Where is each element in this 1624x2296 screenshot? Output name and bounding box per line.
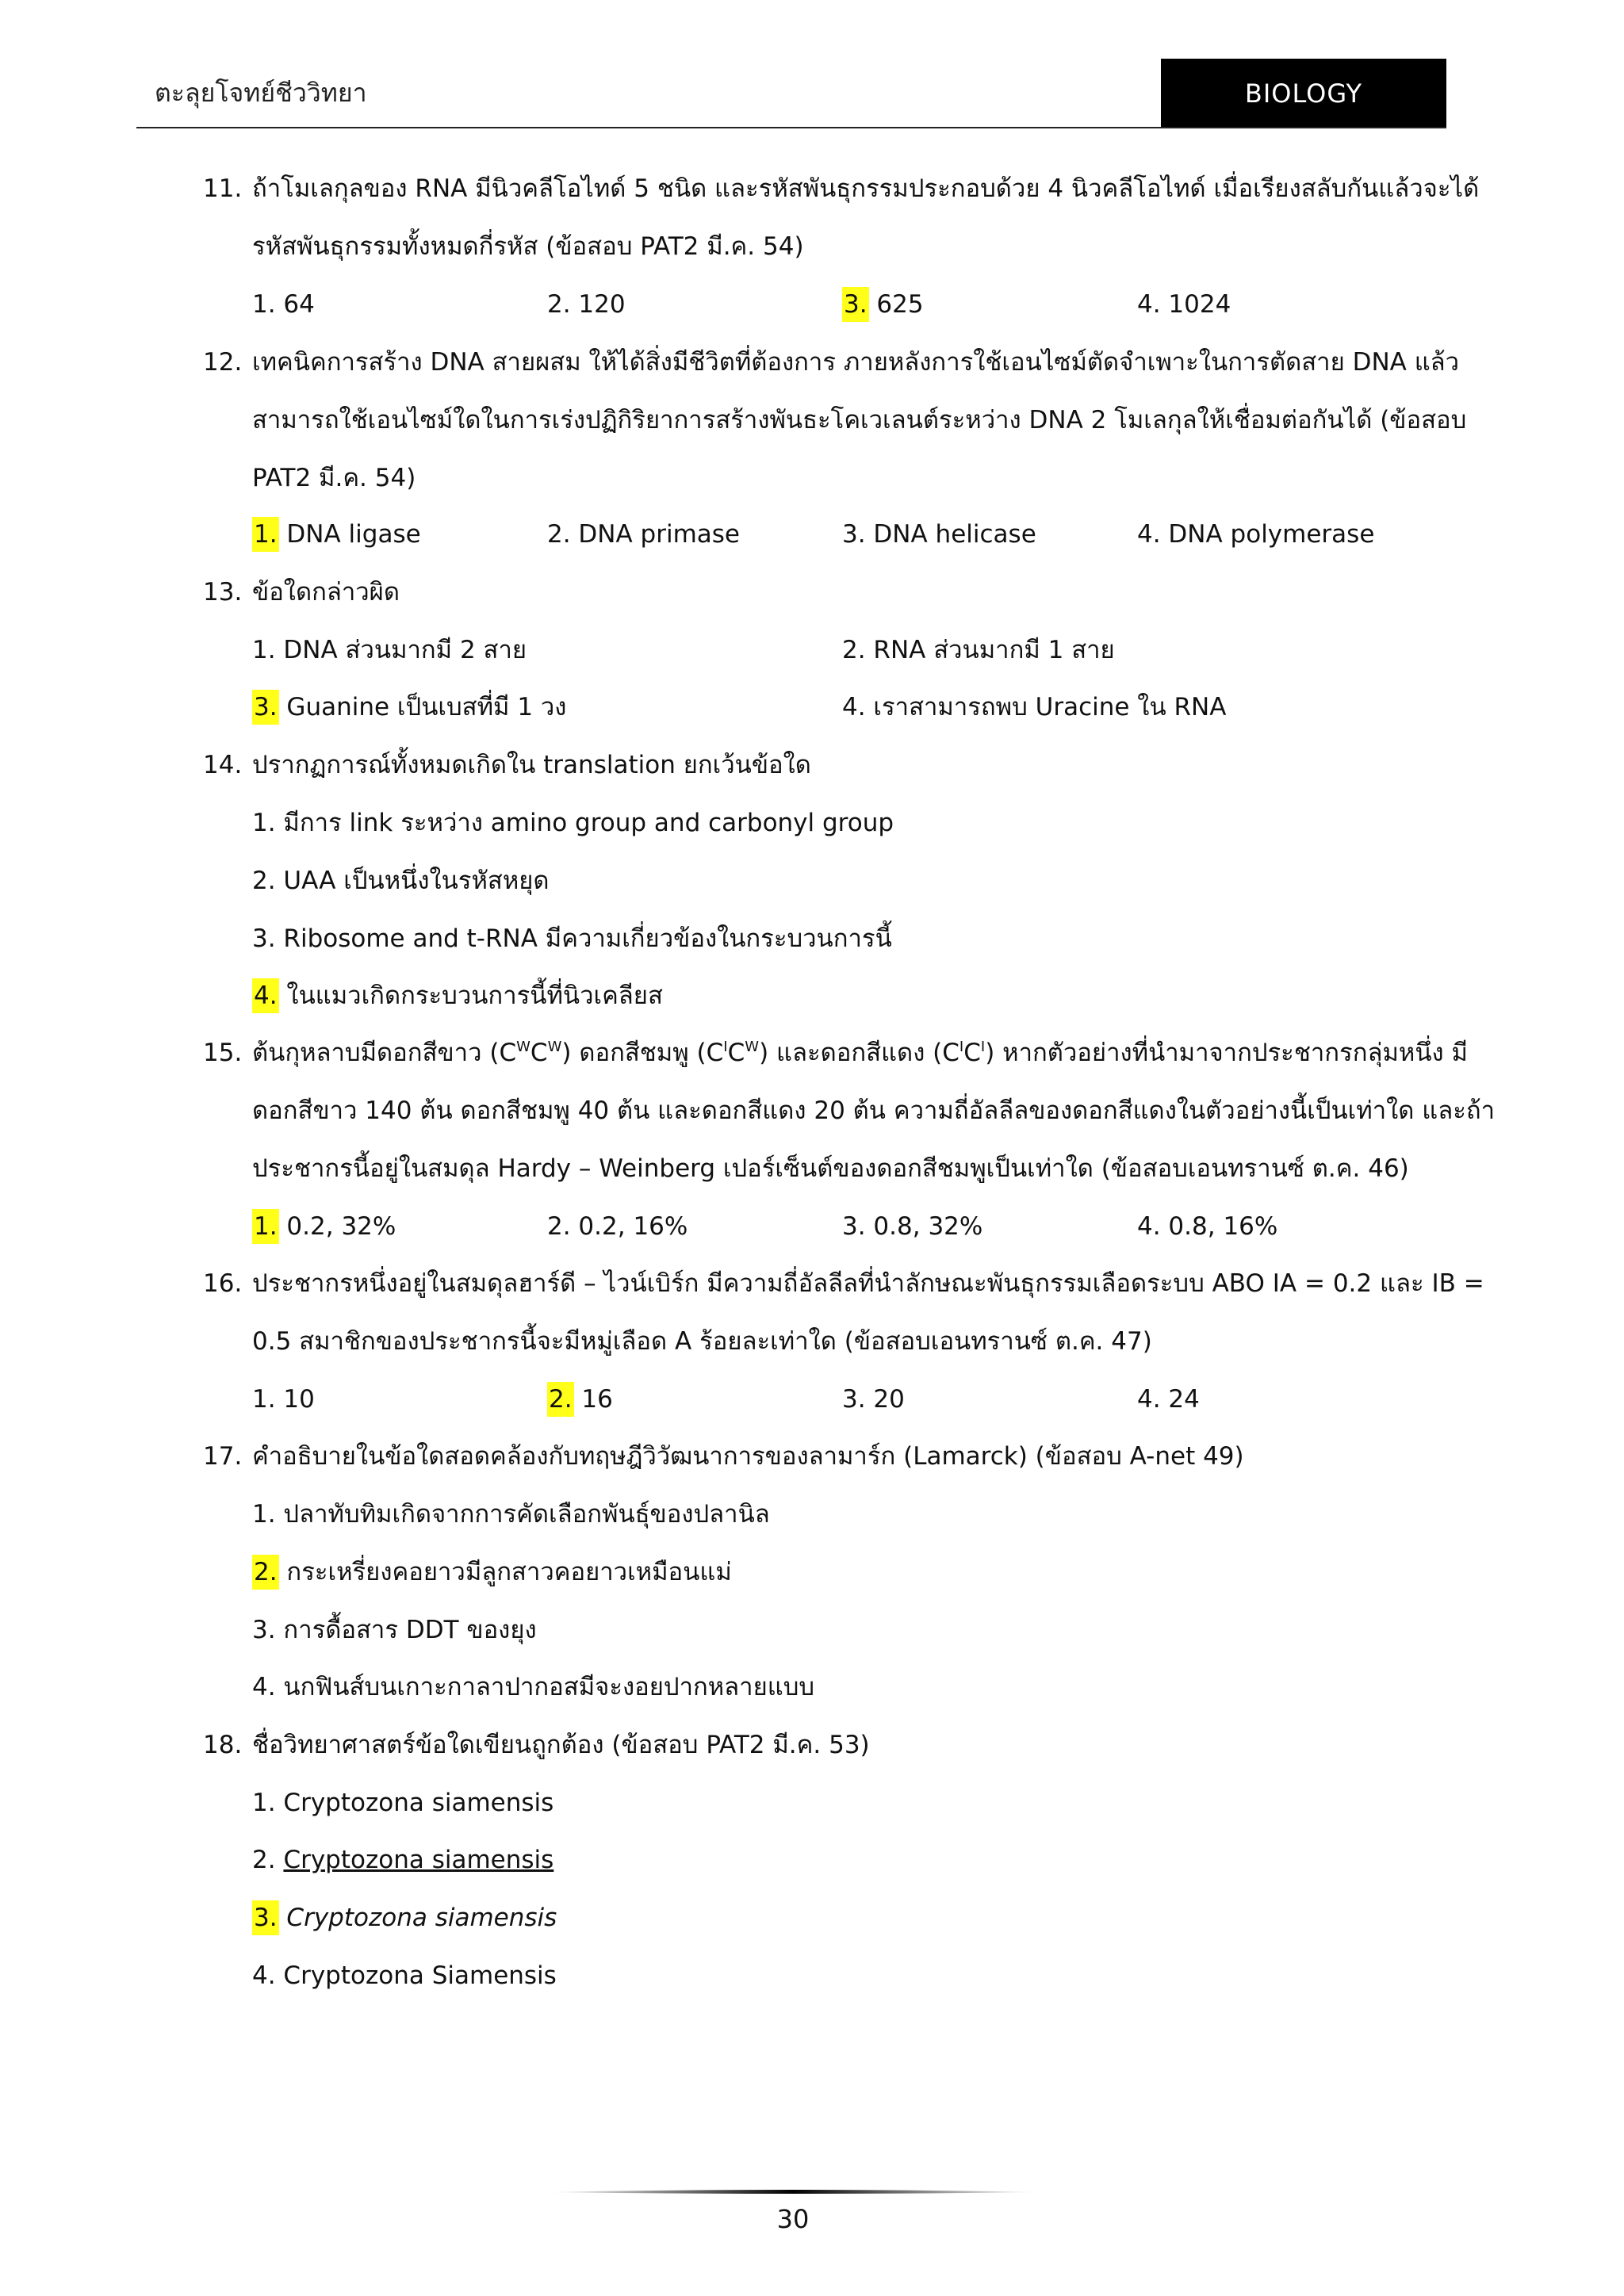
subject-tab: BIOLOGY (1161, 59, 1446, 128)
answer-highlight: 1. (252, 517, 279, 552)
q14-choice-4: 4. ในแมวเกิดกระบวนการนี้ที่นิวเคลียส (252, 978, 663, 1013)
q13-choice-2: 2. RNA ส่วนมากมี 1 สาย (842, 636, 1115, 664)
q15-number: 15. (203, 1039, 243, 1067)
header-divider (136, 127, 1446, 128)
q18-choice-3: 3. Cryptozona siamensis (252, 1900, 557, 1935)
q12-number: 12. (203, 348, 243, 377)
q16-choice-1: 1. 10 (252, 1385, 315, 1414)
answer-highlight: 2. (252, 1555, 279, 1590)
answer-highlight: 3. (252, 1900, 279, 1935)
answer-highlight: 3. (842, 287, 869, 322)
q11-choice-1: 1. 64 (252, 290, 315, 319)
q18-choice-1: 1. Cryptozona siamensis (252, 1789, 554, 1817)
q16-choice-4: 4. 24 (1137, 1385, 1200, 1414)
q14-text-line-1: ปรากฏการณ์ทั้งหมดเกิดใน translation ยกเว้นข้อใด (252, 751, 811, 779)
q15-choice-1: 1. 0.2, 32% (252, 1209, 396, 1244)
q15-choice-3: 3. 0.8, 32% (842, 1212, 983, 1241)
q11-choice-2: 2. 120 (547, 290, 626, 319)
q11-choice-3: 3. 625 (842, 287, 924, 322)
q13-choice-3: 3. Guanine เป็นเบสที่มี 1 วง (252, 690, 566, 725)
q17-choice-1: 1. ปลาทับทิมเกิดจากการคัดเลือกพันธุ์ของปลานิล (252, 1500, 770, 1529)
q15-choice-4: 4. 0.8, 16% (1137, 1212, 1278, 1241)
q16-text-line-1: ประชากรหนึ่งอยู่ในสมดุลฮาร์ดี – ไวน์เบิร์ก มีความถี่อัลลีลที่นำลักษณะพันธุกรรมเลือดระบบ ABO IA = 0.2 และ IB = (252, 1269, 1484, 1298)
q17-text-line-1: คำอธิบายในข้อใดสอดคล้องกับทฤษฎีวิวัฒนาการของลามาร์ก (Lamarck) (ข้อสอบ A-net 49) (252, 1442, 1244, 1471)
answer-highlight: 3. (252, 690, 279, 725)
q18-number: 18. (203, 1731, 243, 1759)
q17-choice-3: 3. การดื้อสาร DDT ของยุง (252, 1616, 537, 1644)
answer-highlight: 4. (252, 978, 279, 1013)
q15-choice-2: 2. 0.2, 16% (547, 1212, 688, 1241)
q12-text-line-3: PAT2 มี.ค. 54) (252, 464, 416, 492)
q18-choice-2: 2. Cryptozona siamensis (252, 1846, 554, 1874)
q12-text-line-2: สามารถใช้เอนไซม์ใดในการเร่งปฏิกิริยาการสร้างพันธะโคเวเลนต์ระหว่าง DNA 2 โมเลกุลให้เชื่อมต่อกันได้ (ข้อสอบ (252, 406, 1467, 434)
page-number: 30 (776, 2204, 810, 2234)
q12-choice-1: 1. DNA ligase (252, 517, 421, 552)
q11-text-line-2: รหัสพันธุกรรมทั้งหมดกี่รหัส (ข้อสอบ PAT2 มี.ค. 54) (252, 232, 804, 261)
q12-choice-4: 4. DNA polymerase (1137, 520, 1375, 549)
q14-choice-1: 1. มีการ link ระหว่าง amino group and carbonyl group (252, 809, 894, 837)
answer-highlight: 2. (547, 1382, 574, 1417)
q15-text-line-3: ประชากรนี้อยู่ในสมดุล Hardy – Weinberg เปอร์เซ็นต์ของดอกสีชมพูเป็นเท่าใด (ข้อสอบเอนทรานซ์ ต.ค. 46) (252, 1154, 1409, 1183)
q17-number: 17. (203, 1442, 243, 1471)
q18-choice-4: 4. Cryptozona Siamensis (252, 1961, 557, 1990)
q13-text-line-1: ข้อใดกล่าวผิด (252, 578, 400, 607)
q13-number: 13. (203, 578, 243, 607)
q14-number: 14. (203, 751, 243, 779)
footer-divider (547, 2189, 1039, 2195)
q14-choice-2: 2. UAA เป็นหนึ่งในรหัสหยุด (252, 867, 550, 895)
q17-choice-4: 4. นกฟินส์บนเกาะกาลาปากอสมีจะงอยปากหลายแบบ (252, 1673, 815, 1701)
answer-highlight: 1. (252, 1209, 279, 1244)
q15-text-line-1: ต้นกุหลาบมีดอกสีขาว $(C^WC^W)$ ดอกสีชมพู $(C^IC^W)$ และดอกสีแดง $(C^IC^I)$ หากตัวอย่างที่นำมาจากประชากรกลุ่มหนึ่ง มี (252, 1039, 1468, 1067)
q11-text-line-1: ถ้าโมเลกุลของ RNA มีนิวคลีโอไทด์ 5 ชนิด และรหัสพันธุกรรมประกอบด้วย 4 นิวคลีโอไทด์ เมื่อเรียงสลับกันแล้วจะได้ (252, 174, 1480, 203)
q12-text-line-1: เทคนิคการสร้าง DNA สายผสม ให้ได้สิ่งมีชีวิตที่ต้องการ ภายหลังการใช้เอนไซม์ตัดจำเพาะในการตัดสาย DNA แล้ว (252, 348, 1460, 377)
q12-choice-3: 3. DNA helicase (842, 520, 1036, 549)
q12-choice-2: 2. DNA primase (547, 520, 741, 549)
q17-choice-2: 2. กระเหรี่ยงคอยาวมีลูกสาวคอยาวเหมือนแม่ (252, 1555, 732, 1590)
q15-text-line-2: ดอกสีขาว 140 ต้น ดอกสีชมพู 40 ต้น และดอกสีแดง 20 ต้น ความถี่อัลลีลของดอกสีแดงในตัวอย่างนี้เป็นเท่าใด และถ้า (252, 1096, 1496, 1125)
q16-choice-3: 3. 20 (842, 1385, 905, 1414)
q14-choice-3: 3. Ribosome and t-RNA มีความเกี่ยวข้องในกระบวนการนี้ (252, 924, 892, 953)
header-title: ตะลุยโจทย์ชีววิทยา (155, 78, 367, 108)
q18-text-line-1: ชื่อวิทยาศาสตร์ข้อใดเขียนถูกต้อง (ข้อสอบ PAT2 มี.ค. 53) (252, 1731, 870, 1759)
q11-number: 11. (203, 174, 243, 203)
q16-number: 16. (203, 1269, 243, 1298)
q16-choice-2: 2. 16 (547, 1382, 613, 1417)
q13-choice-4: 4. เราสามารถพบ Uracine ใน RNA (842, 693, 1227, 721)
q13-choice-1: 1. DNA ส่วนมากมี 2 สาย (252, 636, 527, 664)
q16-text-line-2: 0.5 สมาชิกของประชากรนี้จะมีหมู่เลือด A ร้อยละเท่าใด (ข้อสอบเอนทรานซ์ ต.ค. 47) (252, 1327, 1152, 1356)
q11-choice-4: 4. 1024 (1137, 290, 1231, 319)
